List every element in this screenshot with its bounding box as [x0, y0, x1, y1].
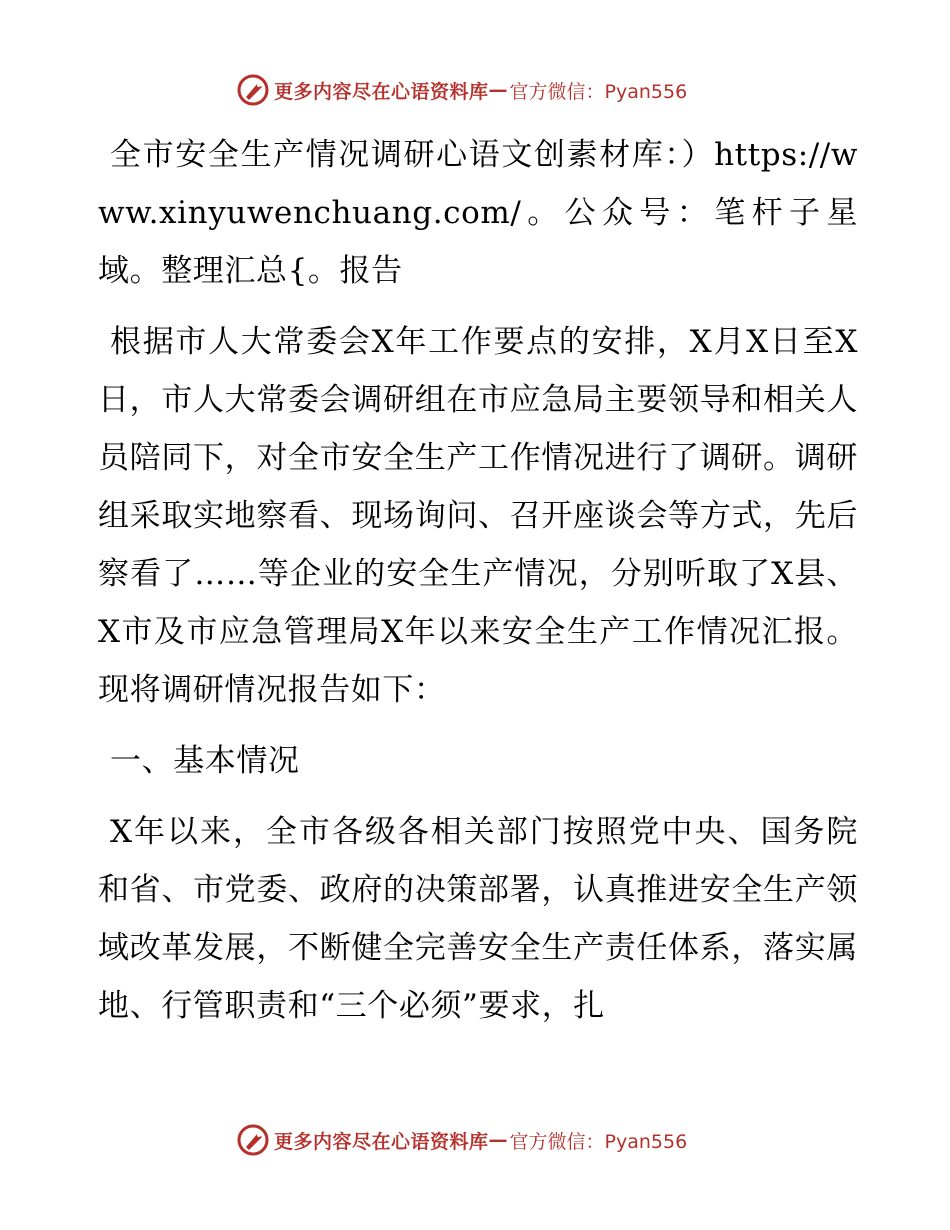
watermark-wechat: 官方微信：Pyan556 — [509, 1130, 688, 1153]
title-paragraph: 全市安全生产情况调研心语文创素材库：）https://www.xinyuwenchuang.com/。公众号：笔杆子星域。整理汇总{。报告 — [98, 137, 858, 289]
watermark-dash: — — [488, 1129, 508, 1151]
footer-watermark — [236, 1122, 687, 1158]
pen-nib-logo-icon — [236, 1123, 270, 1157]
section-heading: 一、基本情况 — [110, 743, 300, 779]
watermark-text: 更多内容尽在心语资料库 — [274, 1130, 489, 1153]
watermark-dash: — — [488, 79, 508, 101]
pen-nib-logo-icon — [236, 73, 270, 107]
watermark-wechat: 官方微信：Pyan556 — [509, 80, 688, 103]
intro-paragraph: 根据市人大常委会X年工作要点的安排，X月X日至X日，市人大常委会调研组在市应急局主要领导和相关人员陪同下，对全市安全生产工作情况进行了调研。调研组采取实地察看、现场询问、召开座谈会等方式，先后察看了……等企业的安全生产情况，分别听取了X县、X市及市应急管理局X年以来安全生产工作情况汇报。现将调研情况报告如下： — [98, 324, 858, 708]
header-watermark — [236, 72, 687, 108]
body-paragraph: X年以来，全市各级各相关部门按照党中央、国务院和省、市党委、政府的决策部署，认真推进安全生产领域改革发展，不断健全完善安全生产责任体系，落实属地、行管职责和“三个必须”要求，扎 — [98, 814, 858, 1024]
watermark-text: 更多内容尽在心语资料库 — [274, 80, 489, 103]
document-body — [98, 126, 858, 1048]
